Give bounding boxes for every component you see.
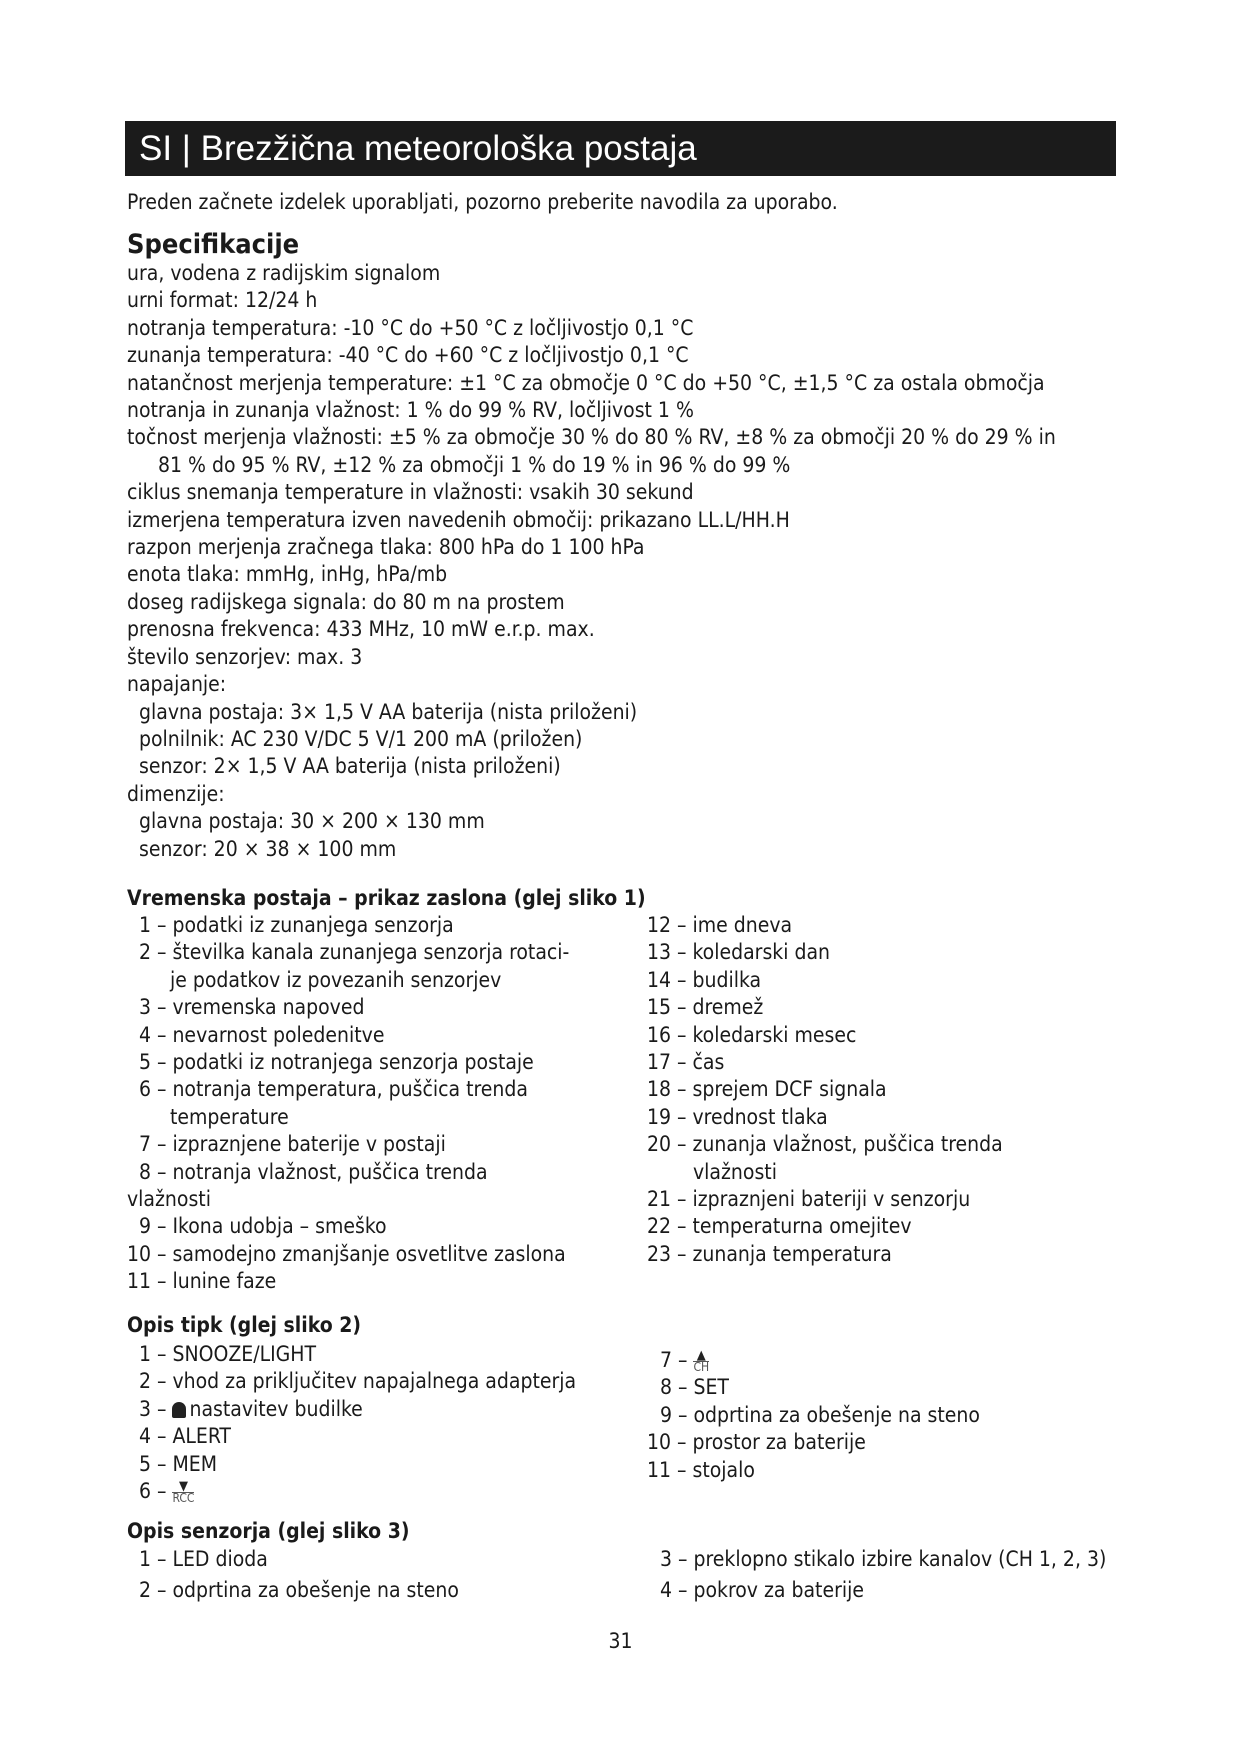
list-item: 1 – podatki iz zunanjega senzorja [139,913,454,937]
spec-item: notranja in zunanja vlažnost: 1 % do 99 % RV, ločljivost 1 % [127,398,694,423]
list-item: 8 – SET [660,1375,729,1400]
list-item: 1 – LED dioda [139,1547,268,1571]
list-item: 7 – izpraznjene baterije v postaji [139,1132,446,1157]
list-item: 14 – budilka [647,967,762,992]
display-heading: Vremenska postaja – prikaz zaslona (glej sliko 1) [127,886,646,910]
page-title: SI | Brezžična meteorološka postaja [125,121,1116,176]
intro-text: Preden začnete izdelek uporabljati, pozorno preberite navodila za uporabo. [127,190,838,214]
keys-list-right [647,1347,980,1484]
sensor-list-right [660,1546,1106,1605]
list-item: 4 – nevarnost poledenitve [139,1022,385,1047]
spec-item: razpon merjenja zračnega tlaka: 800 hPa do 1 100 hPa [127,535,645,560]
up-arrow-icon: ▲ [693,1350,709,1362]
spec-item: prenosna frekvenca: 433 MHz, 10 mW e.r.p. max. [127,617,595,642]
spec-item: glavna postaja: 3× 1,5 V AA baterija (nista priloženi) [139,699,638,724]
spec-item: dimenzije: [127,781,225,806]
spec-item: napajanje: [127,672,227,697]
list-item: 2 – vhod za priključitev napajalnega adapterja [139,1369,577,1394]
spec-item: zunanja temperatura: -40 °C do +60 °C z ločljivostjo 0,1 °C [127,343,689,368]
spec-item: urni format: 12/24 h [127,288,318,313]
list-item: 15 – dremež [647,995,764,1020]
list-item: 17 – čas [647,1050,725,1075]
list-item: 8 – notranja vlažnost, puščica trenda [139,1159,488,1184]
list-item: 4 – ALERT [139,1424,231,1449]
spec-item: ciklus snemanja temperature in vlažnosti: vsakih 30 sekund [127,480,694,505]
list-item: 3 – preklopno stikalo izbire kanalov (CH 1, 2, 3) [660,1547,1107,1571]
list-item: 3 – nastavitev budilke [139,1396,363,1421]
list-item: 5 – podatki iz notranjega senzorja postaje [139,1050,534,1075]
list-item: temperature [170,1104,289,1129]
list-item: 18 – sprejem DCF signala [647,1077,887,1102]
list-item: 20 – zunanja vlažnost, puščica trenda [647,1132,1003,1157]
list-item: 3 – vremenska napoved [139,995,365,1020]
sensor-list-left [127,1546,459,1605]
spec-item: enota tlaka: mmHg, inHg, hPa/mb [127,562,448,587]
spec-item: točnost merjenja vlažnosti: ±5 % za območje 30 % do 80 % RV, ±8 % za območji 20 % do 29 % in [127,425,1056,450]
list-item: vlažnosti [693,1159,777,1184]
list-item: 4 – pokrov za baterije [660,1578,864,1603]
spec-item: izmerjena temperatura izven navedenih območij: prikazano LL.L/HH.H [127,507,790,532]
spec-list [127,260,1056,863]
sensor-heading: Opis senzorja (glej sliko 3) [127,1519,410,1543]
keys-heading: Opis tipk (glej sliko 2) [127,1313,362,1337]
spec-item: senzor: 2× 1,5 V AA baterija (nista priloženi) [139,754,561,779]
list-item: 7 – $\frac{▲}{CH}$ [660,1347,710,1374]
list-item: 2 – odprtina za obešenje na steno [139,1578,459,1603]
spec-item: doseg radijskega signala: do 80 m na prostem [127,589,565,614]
list-item: 11 – stojalo [647,1457,755,1482]
list-item: 6 – notranja temperatura, puščica trenda [139,1077,528,1102]
spec-item: ura, vodena z radijskim signalom [127,261,441,285]
bell-icon [172,1402,186,1418]
list-item: 9 – odprtina za obešenje na steno [660,1402,980,1427]
spec-item: število senzorjev: max. 3 [127,644,363,669]
list-item: 1 – SNOOZE/LIGHT [139,1342,317,1366]
spec-heading: Specifikacije [127,229,300,260]
list-item: 5 – MEM [139,1451,218,1476]
list-item: 22 – temperaturna omejitev [647,1214,912,1239]
display-list-right [647,912,1003,1268]
list-item: 16 – koledarski mesec [647,1022,857,1047]
spec-item: polnilnik: AC 230 V/DC 5 V/1 200 mA (priložen) [139,726,583,751]
display-list-left [127,912,569,1296]
list-item: 23 – zunanja temperatura [647,1241,892,1266]
list-item: 13 – koledarski dan [647,940,831,965]
list-item: 2 – številka kanala zunanjega senzorja rotaci- [139,940,570,965]
list-item: 11 – lunine faze [127,1269,277,1294]
list-item: 19 – vrednost tlaka [647,1104,828,1129]
list-item: vlažnosti [127,1187,211,1212]
list-item: 10 – samodejno zmanjšanje osvetlitve zaslona [127,1241,566,1266]
list-item: 21 – izpraznjeni bateriji v senzorju [647,1187,971,1212]
list-item: 9 – Ikona udobja – smeško [139,1214,387,1239]
list-item: 6 – $\frac{▼}{\text{RCC}}$ [139,1478,195,1505]
spec-item: glavna postaja: 30 × 200 × 130 mm [139,809,485,834]
down-arrow-icon: ▼ [172,1481,194,1493]
spec-item: natančnost merjenja temperature: ±1 °C za območje 0 °C do +50 °C, ±1,5 °C za ostala območja [127,370,1045,395]
list-item: je podatkov iz povezanih senzorjev [170,967,502,992]
spec-item: notranja temperatura: -10 °C do +50 °C z ločljivostjo 0,1 °C [127,315,694,340]
spec-item: senzor: 20 × 38 × 100 mm [139,836,397,861]
spec-item: 81 % do 95 % RV, ±12 % za območji 1 % do 19 % in 96 % do 99 % [158,452,791,477]
list-item: 12 – ime dneva [647,913,793,937]
list-item: 10 – prostor za baterije [647,1430,866,1455]
keys-list-left [127,1341,576,1505]
page-number: 31 [608,1629,633,1653]
